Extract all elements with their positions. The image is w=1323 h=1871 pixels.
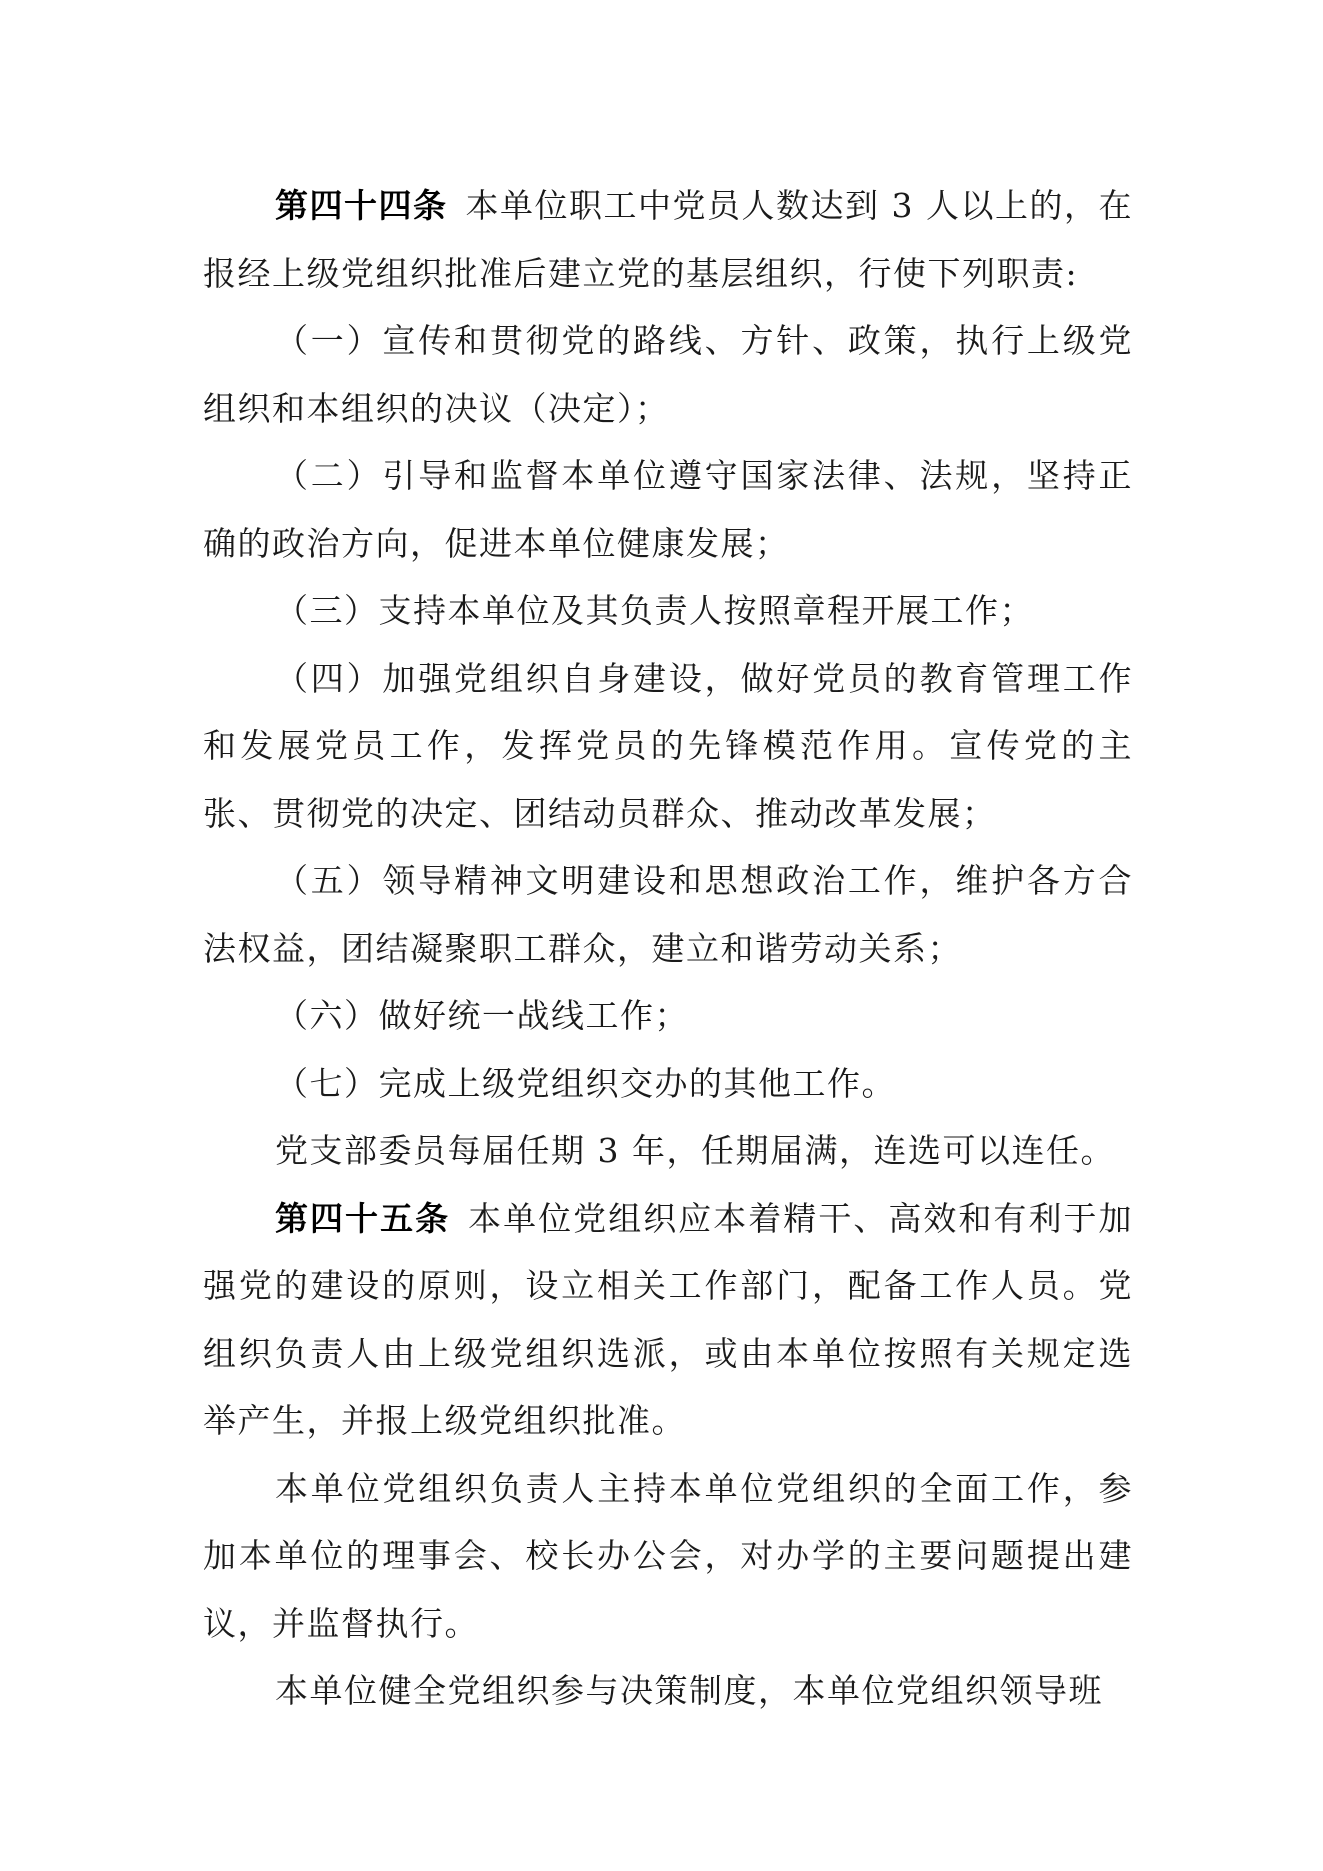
article-44-item-2: （二）引导和监督本单位遵守国家法律、法规，坚持正确的政治方向，促进本单位健康发展； xyxy=(203,456,1133,563)
article-44-item-5: （五）领导精神文明建设和思想政治工作，维护各方合法权益，团结凝聚职工群众，建立和谐劳动关系； xyxy=(203,861,1133,968)
article-44-intro xyxy=(203,172,1133,307)
article-44-item-3: （三）支持本单位及其负责人按照章程开展工作； xyxy=(275,591,1034,630)
article-44-term-note: 党支部委员每届任期 3 年，任期届满，连选可以连任。 xyxy=(275,1131,1115,1170)
article-44-item-1: （一）宣传和贯彻党的路线、方针、政策，执行上级党组织和本组织的决议（决定）； xyxy=(203,321,1133,428)
article-44-item-4: （四）加强党组织自身建设，做好党员的教育管理工作和发展党员工作，发挥党员的先锋模范作用。宣传党的主张、贯彻党的决定、团结动员群众、推动改革发展； xyxy=(203,658,1133,833)
document-body xyxy=(203,172,1133,1725)
article-45-number: 第四十五条 xyxy=(275,1198,451,1238)
article-44-intro-text: 本单位职工中党员人数达到 3 人以上的，在报经上级党组织批准后建立党的基层组织，行使下列职责: xyxy=(203,186,1134,293)
article-45-paragraph-3: 本单位健全党组织参与决策制度，本单位党组织领导班 xyxy=(275,1671,1103,1710)
article-44-number: 第四十四条 xyxy=(275,186,448,225)
article-44-item-6: （六）做好统一战线工作； xyxy=(275,996,689,1035)
article-45-intro-text: 本单位党组织应本着精干、高效和有利于加强党的建设的原则，设立相关工作部门，配备工作人员。党组织负责人由上级党组织选派，或由本单位按照有关规定选举产生，并报上级党组织批准。 xyxy=(203,1198,1134,1440)
article-44-item-7: （七）完成上级党组织交办的其他工作。 xyxy=(275,1063,896,1103)
article-45-paragraph-2: 本单位党组织负责人主持本单位党组织的全面工作，参加本单位的理事会、校长办公会，对办学的主要问题提出建议，并监督执行。 xyxy=(203,1468,1133,1643)
article-45-intro xyxy=(203,1185,1133,1455)
